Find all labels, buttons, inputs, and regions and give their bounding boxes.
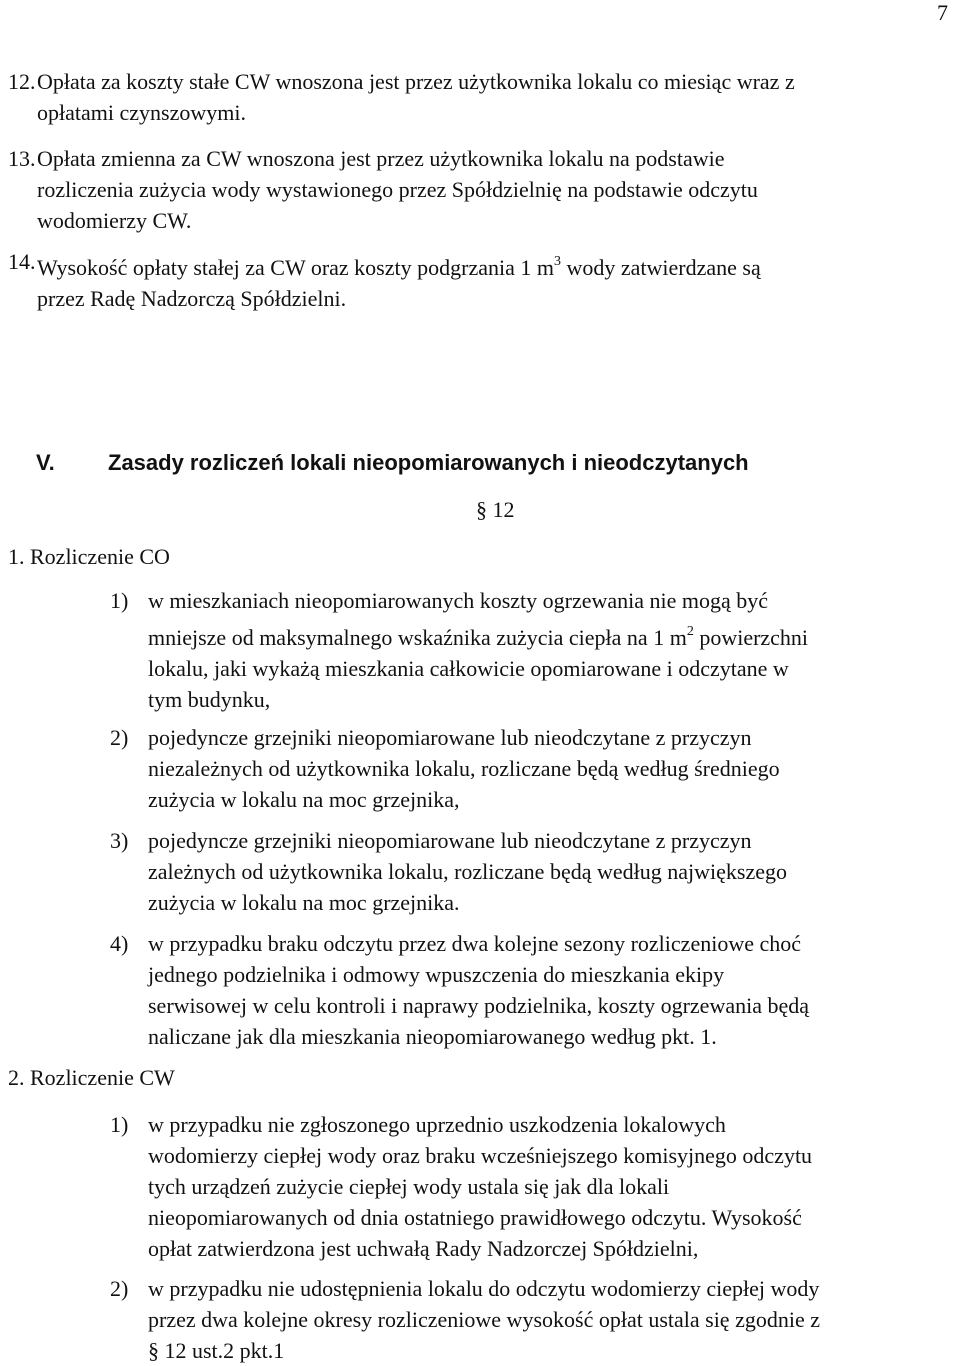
item-text-line: zależnych od użytkownika lokalu, rozliczane będą według największego — [148, 859, 787, 884]
item-text-line: pojedyncze grzejniki nieopomiarowane lub nieodczytane z przyczyn — [148, 828, 752, 853]
item-number: 2) — [110, 1276, 129, 1301]
item-text-line: pojedyncze grzejniki nieopomiarowane lub nieodczytane z przyczyn — [148, 725, 752, 750]
item-text-line: lokalu, jaki wykażą mieszkania całkowicie opomiarowane i odczytane w — [148, 656, 789, 681]
item-text-line: Opłata zmienna za CW wnoszona jest przez użytkownika lokalu na podstawie — [37, 146, 725, 171]
item-text-line: przez dwa kolejne okresy rozliczeniowe wysokość opłat ustala się zgodnie z — [148, 1307, 820, 1332]
item-text-line: opłat zatwierdzona jest uchwałą Rady Nadzorczej Spółdzielni, — [148, 1236, 699, 1261]
item-text-line: w przypadku nie udostępnienia lokalu do odczytu wodomierzy ciepłej wody — [148, 1276, 820, 1301]
item-number: 2) — [110, 725, 129, 750]
item-text-line: wodomierzy CW. — [37, 208, 192, 233]
item-text-line: nieopomiarowanych od dnia ostatniego prawidłowego odczytu. Wysokość — [148, 1205, 802, 1230]
item-text-line: Opłata za koszty stałe CW wnoszona jest przez użytkownika lokalu co miesiąc wraz z — [37, 69, 795, 94]
item-text-line: w przypadku nie zgłoszonego uprzednio uszkodzenia lokalowych — [148, 1112, 726, 1137]
list-item — [8, 143, 952, 236]
list-item — [8, 246, 952, 314]
item-number: 3) — [110, 828, 129, 853]
item-text-line: tym budynku, — [148, 687, 271, 712]
list-item — [110, 585, 956, 715]
item-number: 1) — [110, 588, 129, 613]
item-number: 12. — [8, 69, 36, 94]
item-text-line: tych urządzeń zużycie ciepłej wody ustala się jak dla lokali — [148, 1174, 670, 1199]
list-item — [110, 928, 956, 1052]
subsection-heading-cw: 2. Rozliczenie CW — [8, 1065, 175, 1090]
page-number: 7 — [937, 0, 948, 25]
superscript: 3 — [553, 254, 561, 269]
item-text-line: Wysokość opłaty stałej za CW oraz koszty podgrzania 1 $m^3$ wody zatwierdzane są — [37, 254, 761, 280]
item-text-line: w mieszkaniach nieopomiarowanych koszty ogrzewania nie mogą być — [148, 588, 769, 613]
paragraph-mark: § 12 — [476, 497, 515, 522]
superscript: 2 — [686, 624, 694, 639]
item-number: 1) — [110, 1112, 129, 1137]
item-text-line: zużycia w lokalu na moc grzejnika. — [148, 890, 460, 915]
item-text-line: jednego podzielnika i odmowy wpuszczenia do mieszkania ekipy — [148, 962, 725, 987]
item-text-line: rozliczenia zużycia wody wystawionego przez Spółdzielnię na podstawie odczytu — [37, 177, 758, 202]
section-number: V. — [36, 450, 55, 475]
section-title: Zasady rozliczeń lokali nieopomiarowanych i nieodczytanych — [108, 450, 749, 475]
item-text-line: w przypadku braku odczytu przez dwa kolejne sezony rozliczeniowe choć — [148, 931, 801, 956]
list-item — [110, 1273, 956, 1366]
item-text-line: przez Radę Nadzorczą Spółdzielni. — [37, 286, 347, 311]
subsection-heading-co: 1. Rozliczenie CO — [8, 544, 170, 569]
item-text-line: opłatami czynszowymi. — [37, 100, 246, 125]
item-text-line: naliczane jak dla mieszkania nieopomiarowanego według pkt. 1. — [148, 1024, 717, 1049]
item-text-line: zużycia w lokalu na moc grzejnika, — [148, 787, 460, 812]
item-text-line: mniejsze od maksymalnego wskaźnika zużycia ciepła na 1 $m^2$ powierzchni — [148, 624, 809, 650]
item-text-line: wodomierzy ciepłej wody oraz braku wcześniejszego komisyjnego odczytu — [148, 1143, 813, 1168]
section-heading — [36, 450, 749, 476]
list-item — [110, 722, 956, 815]
item-number: 14. — [8, 249, 36, 274]
list-item — [8, 66, 952, 128]
item-text-line: § 12 ust.2 pkt.1 — [148, 1338, 285, 1363]
item-number: 4) — [110, 931, 129, 956]
item-number: 13. — [8, 146, 36, 171]
item-text-line: serwisowej w celu kontroli i naprawy podzielnika, koszty ogrzewania będą — [148, 993, 810, 1018]
list-item — [110, 1109, 956, 1264]
list-item — [110, 825, 956, 918]
item-text-line: niezależnych od użytkownika lokalu, rozliczane będą według średniego — [148, 756, 780, 781]
